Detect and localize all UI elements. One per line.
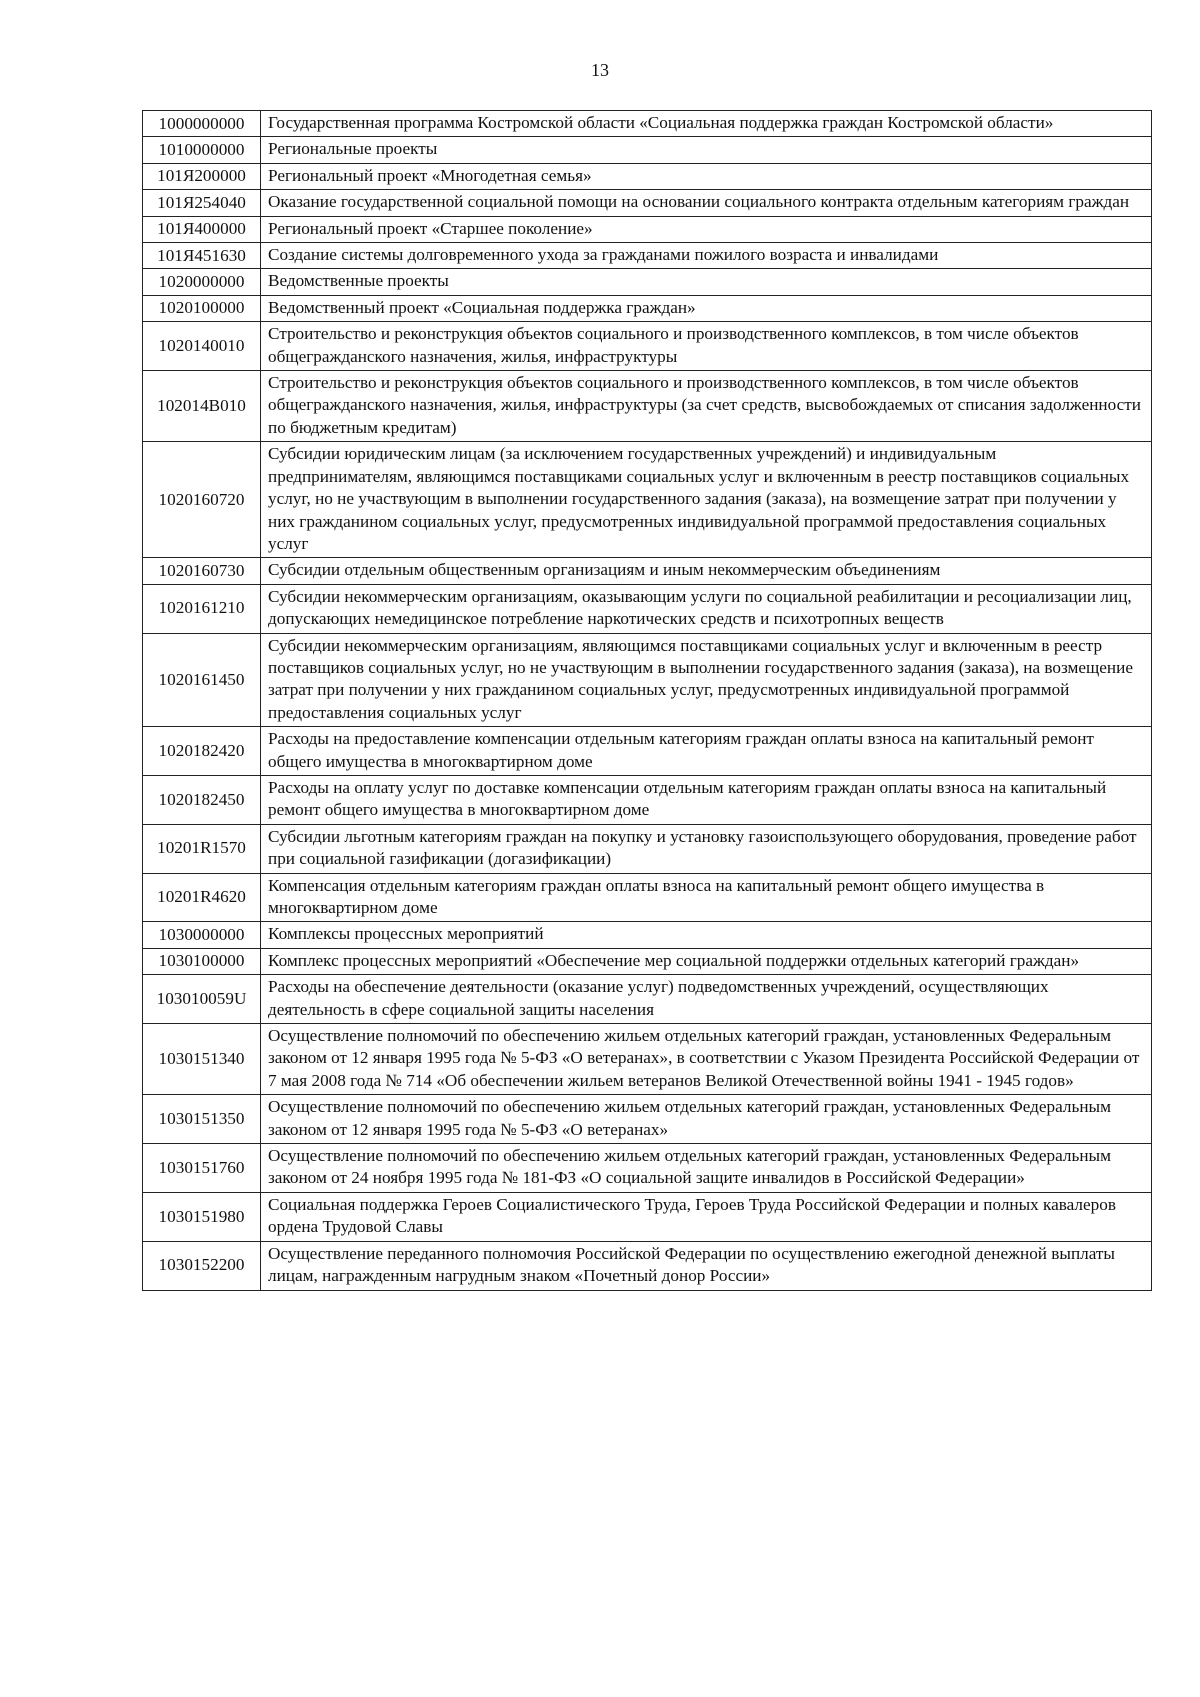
table-row	[143, 1024, 1152, 1095]
description-cell: Осуществление полномочий по обеспечению жильем отдельных категорий граждан, установленных Федеральным законом от 12 января 1995 года № 5-ФЗ «О ветеранах»	[261, 1095, 1152, 1144]
code-cell: 101Я400000	[143, 216, 261, 242]
code-cell: 1030151350	[143, 1095, 261, 1144]
description-cell: Субсидии некоммерческим организациям, являющимся поставщиками социальных услуг и включенным в реестр поставщиков социальных услуг, но не участвующим в выполнении государственного задания (заказа), на возмещение затрат при получении у них гражданином социальных услуг, предусмотренных индивидуальной программой предоставления социальных услуг	[261, 633, 1152, 727]
description-cell: Оказание государственной социальной помощи на основании социального контракта отдельным категориям граждан	[261, 190, 1152, 216]
description-cell: Расходы на обеспечение деятельности (оказание услуг) подведомственных учреждений, осуществляющих деятельность в сфере социальной защиты населения	[261, 975, 1152, 1024]
code-cell: 1020182450	[143, 775, 261, 824]
page-number: 13	[591, 60, 609, 80]
description-cell: Осуществление переданного полномочия Российской Федерации по осуществлению ежегодной денежной выплаты лицам, награжденным нагрудным знаком «Почетный донор России»	[261, 1241, 1152, 1290]
budget-codes-table	[142, 110, 1152, 1291]
table-row	[143, 322, 1152, 371]
description-cell: Осуществление полномочий по обеспечению жильем отдельных категорий граждан, установленных Федеральным законом от 12 января 1995 года № 5-ФЗ «О ветеранах», в соответствии с Указом Президента Российской Федерации от 7 мая 2008 года № 714 «Об обеспечении жильем ветеранов Великой Отечественной войны 1941 - 1945 годов»	[261, 1024, 1152, 1095]
code-cell: 103010059U	[143, 975, 261, 1024]
description-cell: Региональный проект «Старшее поколение»	[261, 216, 1152, 242]
table-row	[143, 269, 1152, 295]
table-row	[143, 137, 1152, 163]
description-cell: Социальная поддержка Героев Социалистического Труда, Героев Труда Российской Федерации и полных кавалеров ордена Трудовой Славы	[261, 1192, 1152, 1241]
table-row	[143, 775, 1152, 824]
code-cell: 1030100000	[143, 948, 261, 974]
code-cell: 10201R4620	[143, 873, 261, 922]
code-cell: 1030151980	[143, 1192, 261, 1241]
description-cell: Субсидии некоммерческим организациям, оказывающим услуги по социальной реабилитации и ресоциализации лиц, допускающих немедицинское потребление наркотических средств и психотропных веществ	[261, 584, 1152, 633]
code-cell: 1020000000	[143, 269, 261, 295]
code-cell: 1010000000	[143, 137, 261, 163]
table-row	[143, 442, 1152, 558]
table-row	[143, 1192, 1152, 1241]
description-cell: Компенсация отдельным категориям граждан оплаты взноса на капитальный ремонт общего имущества в многоквартирном доме	[261, 873, 1152, 922]
code-cell: 101Я200000	[143, 163, 261, 189]
description-cell: Осуществление полномочий по обеспечению жильем отдельных категорий граждан, установленных Федеральным законом от 24 ноября 1995 года № 181-ФЗ «О социальной защите инвалидов в Российской Федерации»	[261, 1144, 1152, 1193]
description-cell: Строительство и реконструкция объектов социального и производственного комплексов, в том числе объектов общегражданского назначения, жилья, инфраструктуры (за счет средств, высвобождаемых от списания задолженности по бюджетным кредитам)	[261, 371, 1152, 442]
table-row	[143, 371, 1152, 442]
code-cell: 1030152200	[143, 1241, 261, 1290]
description-cell: Государственная программа Костромской области «Социальная поддержка граждан Костромской области»	[261, 111, 1152, 137]
code-cell: 10201R1570	[143, 824, 261, 873]
code-cell: 1030151760	[143, 1144, 261, 1193]
code-cell: 101Я254040	[143, 190, 261, 216]
table-row	[143, 922, 1152, 948]
table-row	[143, 1144, 1152, 1193]
code-cell: 1030000000	[143, 922, 261, 948]
code-cell: 1020100000	[143, 295, 261, 321]
code-cell: 1020182420	[143, 727, 261, 776]
code-cell: 101Я451630	[143, 243, 261, 269]
description-cell: Региональный проект «Многодетная семья»	[261, 163, 1152, 189]
code-cell: 1030151340	[143, 1024, 261, 1095]
table-row	[143, 216, 1152, 242]
table-row	[143, 243, 1152, 269]
description-cell: Строительство и реконструкция объектов социального и производственного комплексов, в том числе объектов общегражданского назначения, жилья, инфраструктуры	[261, 322, 1152, 371]
description-cell: Комплексы процессных мероприятий	[261, 922, 1152, 948]
table-row	[143, 948, 1152, 974]
code-cell: 1020140010	[143, 322, 261, 371]
description-cell: Расходы на оплату услуг по доставке компенсации отдельным категориям граждан оплаты взноса на капитальный ремонт общего имущества в многоквартирном доме	[261, 775, 1152, 824]
table-row	[143, 295, 1152, 321]
code-cell: 1020160730	[143, 558, 261, 584]
code-cell: 1000000000	[143, 111, 261, 137]
description-cell: Субсидии юридическим лицам (за исключением государственных учреждений) и индивидуальным предпринимателям, являющимся поставщиками социальных услуг и включенным в реестр поставщиков социальных услуг, но не участвующим в выполнении государственного задания (заказа), на возмещение затрат при получении у них гражданином социальных услуг, предусмотренных индивидуальной программой предоставления социальных услуг	[261, 442, 1152, 558]
description-cell: Субсидии льготным категориям граждан на покупку и установку газоиспользующего оборудования, проведение работ при социальной газификации (догазификации)	[261, 824, 1152, 873]
table-row	[143, 633, 1152, 727]
table-row	[143, 190, 1152, 216]
description-cell: Региональные проекты	[261, 137, 1152, 163]
code-cell: 1020161210	[143, 584, 261, 633]
description-cell: Ведомственный проект «Социальная поддержка граждан»	[261, 295, 1152, 321]
description-cell: Ведомственные проекты	[261, 269, 1152, 295]
table-row	[143, 1241, 1152, 1290]
code-cell: 1020160720	[143, 442, 261, 558]
table-row	[143, 975, 1152, 1024]
description-cell: Комплекс процессных мероприятий «Обеспечение мер социальной поддержки отдельных категорий граждан»	[261, 948, 1152, 974]
description-cell: Расходы на предоставление компенсации отдельным категориям граждан оплаты взноса на капитальный ремонт общего имущества в многоквартирном доме	[261, 727, 1152, 776]
table-row	[143, 1095, 1152, 1144]
code-cell: 102014B010	[143, 371, 261, 442]
table-row	[143, 727, 1152, 776]
table-row	[143, 873, 1152, 922]
table-row	[143, 824, 1152, 873]
table-row	[143, 163, 1152, 189]
description-cell: Субсидии отдельным общественным организациям и иным некоммерческим объединениям	[261, 558, 1152, 584]
table-row	[143, 584, 1152, 633]
table-row	[143, 111, 1152, 137]
description-cell: Создание системы долговременного ухода за гражданами пожилого возраста и инвалидами	[261, 243, 1152, 269]
table-row	[143, 558, 1152, 584]
table-body	[143, 111, 1152, 1291]
code-cell: 1020161450	[143, 633, 261, 727]
